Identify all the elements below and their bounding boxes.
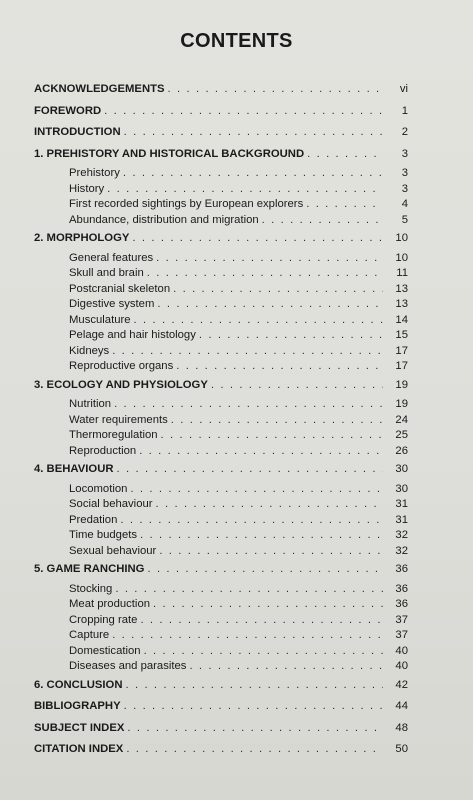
dot-leader [112, 628, 383, 644]
toc-page-number: 10 [395, 251, 408, 264]
toc-entry-label: Digestive system [69, 298, 155, 310]
toc-section-entry [34, 182, 408, 198]
toc-entry-label: Capture [69, 629, 110, 641]
toc-entry-label: History [69, 182, 105, 195]
toc-entry-label: Water requirements [69, 413, 168, 426]
dot-leader [306, 197, 383, 213]
dot-leader [117, 462, 383, 478]
toc-entry-label: Reproductive organs [69, 360, 174, 372]
toc-chapter-entry [34, 104, 408, 120]
toc-page-number: 31 [395, 498, 408, 510]
toc-page-number: 5 [401, 213, 408, 226]
toc-entry-label: INTRODUCTION [34, 126, 121, 138]
toc-entry-label: Time budgets [69, 529, 138, 541]
dot-leader [168, 82, 383, 98]
toc-section-entry [34, 197, 408, 213]
dot-leader [161, 428, 383, 444]
toc-entry-label: Abundance, distribution and migration [69, 213, 259, 226]
toc-page-number: vi [399, 83, 408, 95]
toc-entry-label: FOREWORD [34, 104, 102, 117]
toc-section-entry [34, 582, 408, 598]
toc-section-entry [34, 428, 408, 444]
toc-section-entry [34, 266, 408, 282]
toc-section-entry [34, 597, 408, 613]
dot-leader [124, 699, 383, 715]
toc-section-entry [34, 482, 408, 498]
toc-page-number: 37 [395, 629, 408, 641]
toc-page-number: 40 [395, 660, 408, 672]
toc-page-number: 2 [401, 126, 408, 138]
toc-section-entry [34, 528, 408, 544]
toc-section-entry [34, 497, 408, 513]
dot-leader [173, 282, 383, 298]
dot-leader [120, 513, 383, 529]
toc-chapter-entry [34, 562, 408, 578]
toc-entry-label: Skull and brain [69, 267, 144, 279]
toc-entry-label: CITATION INDEX [34, 743, 124, 755]
dot-leader [114, 397, 383, 413]
toc-entry-label: 5. GAME RANCHING [34, 563, 145, 575]
toc-section-entry [34, 166, 408, 182]
toc-page-number: 13 [395, 298, 408, 310]
dot-leader [153, 597, 383, 613]
toc-page-number: 37 [395, 613, 408, 626]
dot-leader [127, 721, 383, 737]
dot-leader [126, 742, 383, 758]
toc-page-number: 26 [395, 444, 408, 457]
toc-section-entry [34, 644, 408, 660]
toc-entry-label: Stocking [69, 582, 113, 595]
dot-leader [159, 544, 383, 560]
page-title: CONTENTS [180, 30, 293, 52]
dot-leader [132, 231, 383, 247]
toc-page-number: 3 [401, 182, 408, 195]
toc-page-number: 13 [395, 282, 408, 295]
toc-section-entry [34, 413, 408, 429]
toc-chapter-entry [34, 125, 408, 141]
toc-chapter-entry [34, 378, 408, 394]
toc-page-number: 17 [395, 344, 408, 357]
toc-entry-label: Domestication [69, 644, 141, 657]
toc-entry-label: Predation [69, 513, 118, 526]
dot-leader [262, 213, 383, 229]
toc-section-entry [34, 544, 408, 560]
toc-entry-label: Diseases and parasites [69, 660, 187, 672]
dot-leader [140, 528, 383, 544]
dot-leader [156, 251, 383, 267]
toc-page-number: 11 [396, 267, 408, 279]
dot-leader [115, 582, 383, 598]
toc-section-entry [34, 297, 408, 313]
toc-entry-label: 2. MORPHOLOGY [34, 232, 130, 244]
toc-chapter-entry [34, 721, 408, 737]
toc-entry-label: Thermoregulation [69, 429, 158, 441]
toc-page-number: 31 [395, 513, 408, 526]
dot-leader [112, 344, 383, 360]
toc-section-entry [34, 359, 408, 375]
toc-page-number: 36 [395, 598, 408, 610]
toc-page-number: 42 [395, 678, 408, 691]
toc-page-number: 36 [395, 582, 408, 595]
dot-leader [199, 328, 383, 344]
toc-section-entry [34, 397, 408, 413]
dot-leader [147, 266, 383, 282]
toc-chapter-entry [34, 147, 408, 163]
toc-entry-label: Reproduction [69, 444, 137, 457]
toc-entry-label: Kidneys [69, 344, 110, 357]
dot-leader [189, 659, 383, 675]
dot-leader [107, 182, 383, 198]
toc-page-number: 10 [395, 232, 408, 244]
toc-entry-label: Prehistory [69, 167, 120, 179]
toc-chapter-entry [34, 231, 408, 247]
toc-section-entry [34, 613, 408, 629]
toc-page-number: 19 [395, 398, 408, 410]
dot-leader [123, 166, 383, 182]
toc-entry-label: 6. CONCLUSION [34, 678, 123, 691]
toc-entry-label: Pelage and hair histology [69, 329, 196, 341]
toc-page-number: 32 [395, 544, 408, 557]
dot-leader [104, 104, 383, 120]
toc-page-number: 14 [395, 313, 408, 326]
toc-entry-label: 4. BEHAVIOUR [34, 463, 114, 475]
toc-section-entry [34, 344, 408, 360]
toc-entry-label: General features [69, 251, 154, 264]
toc-section-entry [34, 513, 408, 529]
toc-chapter-entry [34, 699, 408, 715]
dot-leader [211, 378, 383, 394]
dot-leader [126, 678, 384, 694]
toc-section-entry [34, 251, 408, 267]
toc-chapter-entry [34, 742, 408, 758]
toc-section-entry [34, 213, 408, 229]
toc-page-number: 1 [401, 104, 408, 117]
dot-leader [171, 413, 383, 429]
toc-page-number: 3 [401, 147, 408, 160]
toc-entry-label: Social behaviour [69, 498, 153, 510]
toc-page-number: 17 [395, 360, 408, 372]
toc-entry-label: BIBLIOGRAPHY [34, 700, 121, 712]
toc-page-number: 30 [395, 463, 408, 475]
toc-entry-label: Musculature [69, 313, 131, 326]
toc-section-entry [34, 313, 408, 329]
toc-page-number: 32 [395, 529, 408, 541]
dot-leader [147, 562, 383, 578]
table-of-contents [34, 82, 408, 758]
toc-page-number: 50 [395, 743, 408, 755]
toc-section-entry [34, 659, 408, 675]
toc-section-entry [34, 328, 408, 344]
dot-leader [134, 313, 383, 329]
dot-leader [140, 613, 383, 629]
toc-page-number: 4 [401, 198, 408, 210]
toc-entry-label: Nutrition [69, 398, 112, 410]
toc-entry-label: Postcranial skeleton [69, 282, 171, 295]
toc-page-number: 19 [395, 378, 408, 391]
toc-entry-label: SUBJECT INDEX [34, 721, 125, 734]
toc-page-number: 25 [395, 429, 408, 441]
toc-entry-label: 1. PREHISTORY AND HISTORICAL BACKGROUND [34, 147, 305, 160]
toc-entry-label: Sexual behaviour [69, 544, 157, 557]
dot-leader [139, 444, 383, 460]
toc-entry-label: First recorded sightings by European explorers [69, 198, 304, 210]
dot-leader [144, 644, 383, 660]
toc-page-number: 15 [395, 329, 408, 341]
dot-leader [307, 147, 383, 163]
toc-entry-label: Locomotion [69, 482, 128, 495]
toc-entry-label: 3. ECOLOGY AND PHYSIOLOGY [34, 378, 208, 391]
toc-entry-label: ACKNOWLEDGEMENTS [34, 83, 165, 95]
toc-chapter-entry [34, 678, 408, 694]
toc-page-number: 24 [395, 413, 408, 426]
toc-chapter-entry [34, 462, 408, 478]
toc-page-number: 36 [395, 563, 408, 575]
dot-leader [130, 482, 383, 498]
dot-leader [156, 497, 383, 513]
toc-chapter-entry [34, 82, 408, 98]
toc-page-number: 48 [395, 721, 408, 734]
toc-section-entry [34, 628, 408, 644]
toc-page-number: 40 [395, 644, 408, 657]
toc-page-number: 30 [395, 482, 408, 495]
dot-leader [124, 125, 383, 141]
toc-entry-label: Cropping rate [69, 613, 138, 626]
toc-entry-label: Meat production [69, 598, 151, 610]
toc-page-number: 44 [395, 700, 408, 712]
dot-leader [176, 359, 383, 375]
toc-page-number: 3 [401, 167, 408, 179]
toc-section-entry [34, 444, 408, 460]
toc-section-entry [34, 282, 408, 298]
dot-leader [157, 297, 383, 313]
